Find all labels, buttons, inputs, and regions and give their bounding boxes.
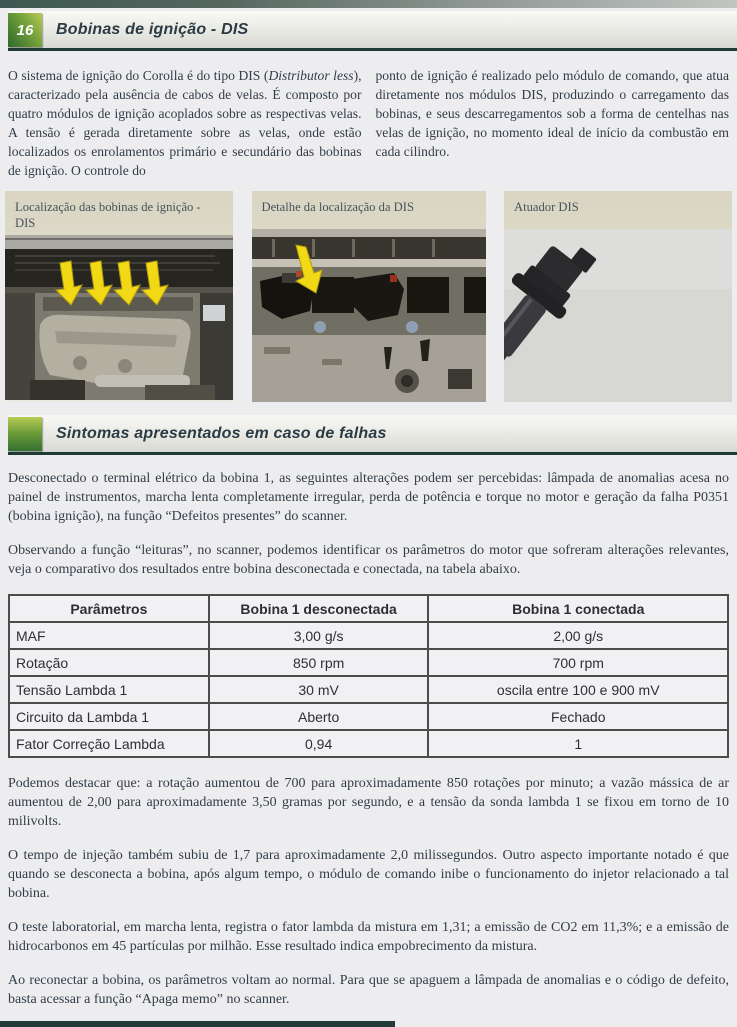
table-row xyxy=(9,649,728,676)
table-cell: Fechado xyxy=(428,703,728,730)
table-header-cell: Bobina 1 conectada xyxy=(428,595,728,622)
table-cell: MAF xyxy=(9,622,209,649)
table-row xyxy=(9,676,728,703)
analysis-paragraph: O tempo de injeção também subiu de 1,7 para aproximadamente 2,0 milissegundos. Outro aspecto importante notado é que quando se desconecta a bobina, após algum tempo, o módulo de comando inibe o funcionamento do injetor relacionado a tal bobina. xyxy=(8,848,729,901)
table-cell: 700 rpm xyxy=(428,649,728,676)
ignition-coil-photo xyxy=(504,229,732,402)
bottom-bar xyxy=(0,1021,395,1027)
table-cell: 850 rpm xyxy=(209,649,429,676)
table-cell: 3,00 g/s xyxy=(209,622,429,649)
figure-card-engine xyxy=(5,191,233,402)
intro-left-text-cont: ), caracterizado pela ausência de cabos de velas. É composto por quatro módulos de ignição acoplados sobre as respectivas velas. A tensão é gerada diretamente sobre as velas, onde estão localizados os enrolamentos primário e secundário das bobinas de ignição. O controle do xyxy=(8,68,362,178)
intro-left-text: O sistema de ignição do Corolla é do tipo DIS ( xyxy=(8,68,269,83)
table-cell: Fator Correção Lambda xyxy=(9,730,209,757)
section-title-bobinas: Bobinas de ignição - DIS xyxy=(56,21,249,38)
table-row xyxy=(9,730,728,757)
symptoms-text xyxy=(8,469,729,579)
table-cell: 1 xyxy=(428,730,728,757)
table-row xyxy=(9,622,728,649)
table-row xyxy=(9,703,728,730)
section-header-bobinas xyxy=(8,11,737,51)
table-cell: Circuito da Lambda 1 xyxy=(9,703,209,730)
intro-right-column: ponto de ignição é realizado pelo módulo de comando, que atua diretamente nos módulos DIS, produzindo o carregamento das bobinas, e seus descarregamentos sob a forma de centelhas nas velas de ignição, no momento ideal de início da combustão em cada cilindro. xyxy=(375,68,729,159)
intro-left-column xyxy=(8,66,362,180)
analysis-paragraph: Podemos destacar que: a rotação aumentou de 700 para aproximadamente 850 rotações por minuto; a vazão mássica de ar aumentou de 2,00 para aproximadamente 3,50 gramas por segundo, e a tensão da sonda lambda 1 se fixou em torno de 10 milivolts. xyxy=(8,776,729,829)
figure-card-valve-cover xyxy=(252,191,486,402)
table-cell: 2,00 g/s xyxy=(428,622,728,649)
figure-caption: Detalhe da localização da DIS xyxy=(261,200,414,214)
engine-photo xyxy=(5,235,233,400)
figure-caption: Atuador DIS xyxy=(514,200,579,214)
section-title-sintomas: Sintomas apresentados em caso de falhas xyxy=(56,425,387,442)
symptoms-paragraph: Observando a função “leituras”, no scanner, podemos identificar os parâmetros do motor que sofreram alterações relevantes, veja o comparativo dos resultados entre bobina desconectada e conectada, na tabela abaixo. xyxy=(8,543,729,577)
intro-left-italic: Distributor less xyxy=(268,68,354,83)
table-cell: Rotação xyxy=(9,649,209,676)
section-badge xyxy=(8,417,42,451)
symptoms-paragraph: Desconectado o terminal elétrico da bobina 1, as seguintes alterações podem ser percebidas: lâmpada de anomalias acesa no painel de instrumentos, marcha lenta completamente irregular, perda de potência e torque no motor e geração da falha P0351 (bobina ignição), na função “Defeitos presentes” do scanner. xyxy=(8,471,729,524)
readings-table xyxy=(8,594,729,758)
table-header-cell: Bobina 1 desconectada xyxy=(209,595,429,622)
intro-columns xyxy=(8,66,729,180)
table-header-row xyxy=(9,595,728,622)
analysis-paragraph: O teste laboratorial, em marcha lenta, registra o fator lambda da mistura em 1,31; a emissão de CO2 em 11,3%; e a emissão de hidrocarbonos em 45 partículas por milhão. Esse resultado indica empobrecimento da mistura. xyxy=(8,920,729,954)
figure-card-actuator xyxy=(504,191,732,402)
table-cell: 30 mV xyxy=(209,676,429,703)
section-header-sintomas xyxy=(8,415,737,455)
top-bar xyxy=(0,0,737,8)
table-cell: Aberto xyxy=(209,703,429,730)
table-cell: Tensão Lambda 1 xyxy=(9,676,209,703)
analysis-text xyxy=(8,774,729,1009)
figures-row xyxy=(5,191,732,402)
valve-cover-photo xyxy=(252,229,486,402)
analysis-paragraph: Ao reconectar a bobina, os parâmetros voltam ao normal. Para que se apaguem a lâmpada de anomalias e o código de defeito, basta acessar a função “Apaga memo” no scanner. xyxy=(8,973,729,1007)
table-header-cell: Parâmetros xyxy=(9,595,209,622)
table-cell: 0,94 xyxy=(209,730,429,757)
table-cell: oscila entre 100 e 900 mV xyxy=(428,676,728,703)
figure-caption: Localização das bobinas de ignição - DIS xyxy=(15,200,201,230)
section-number-badge: 16 xyxy=(8,13,42,47)
